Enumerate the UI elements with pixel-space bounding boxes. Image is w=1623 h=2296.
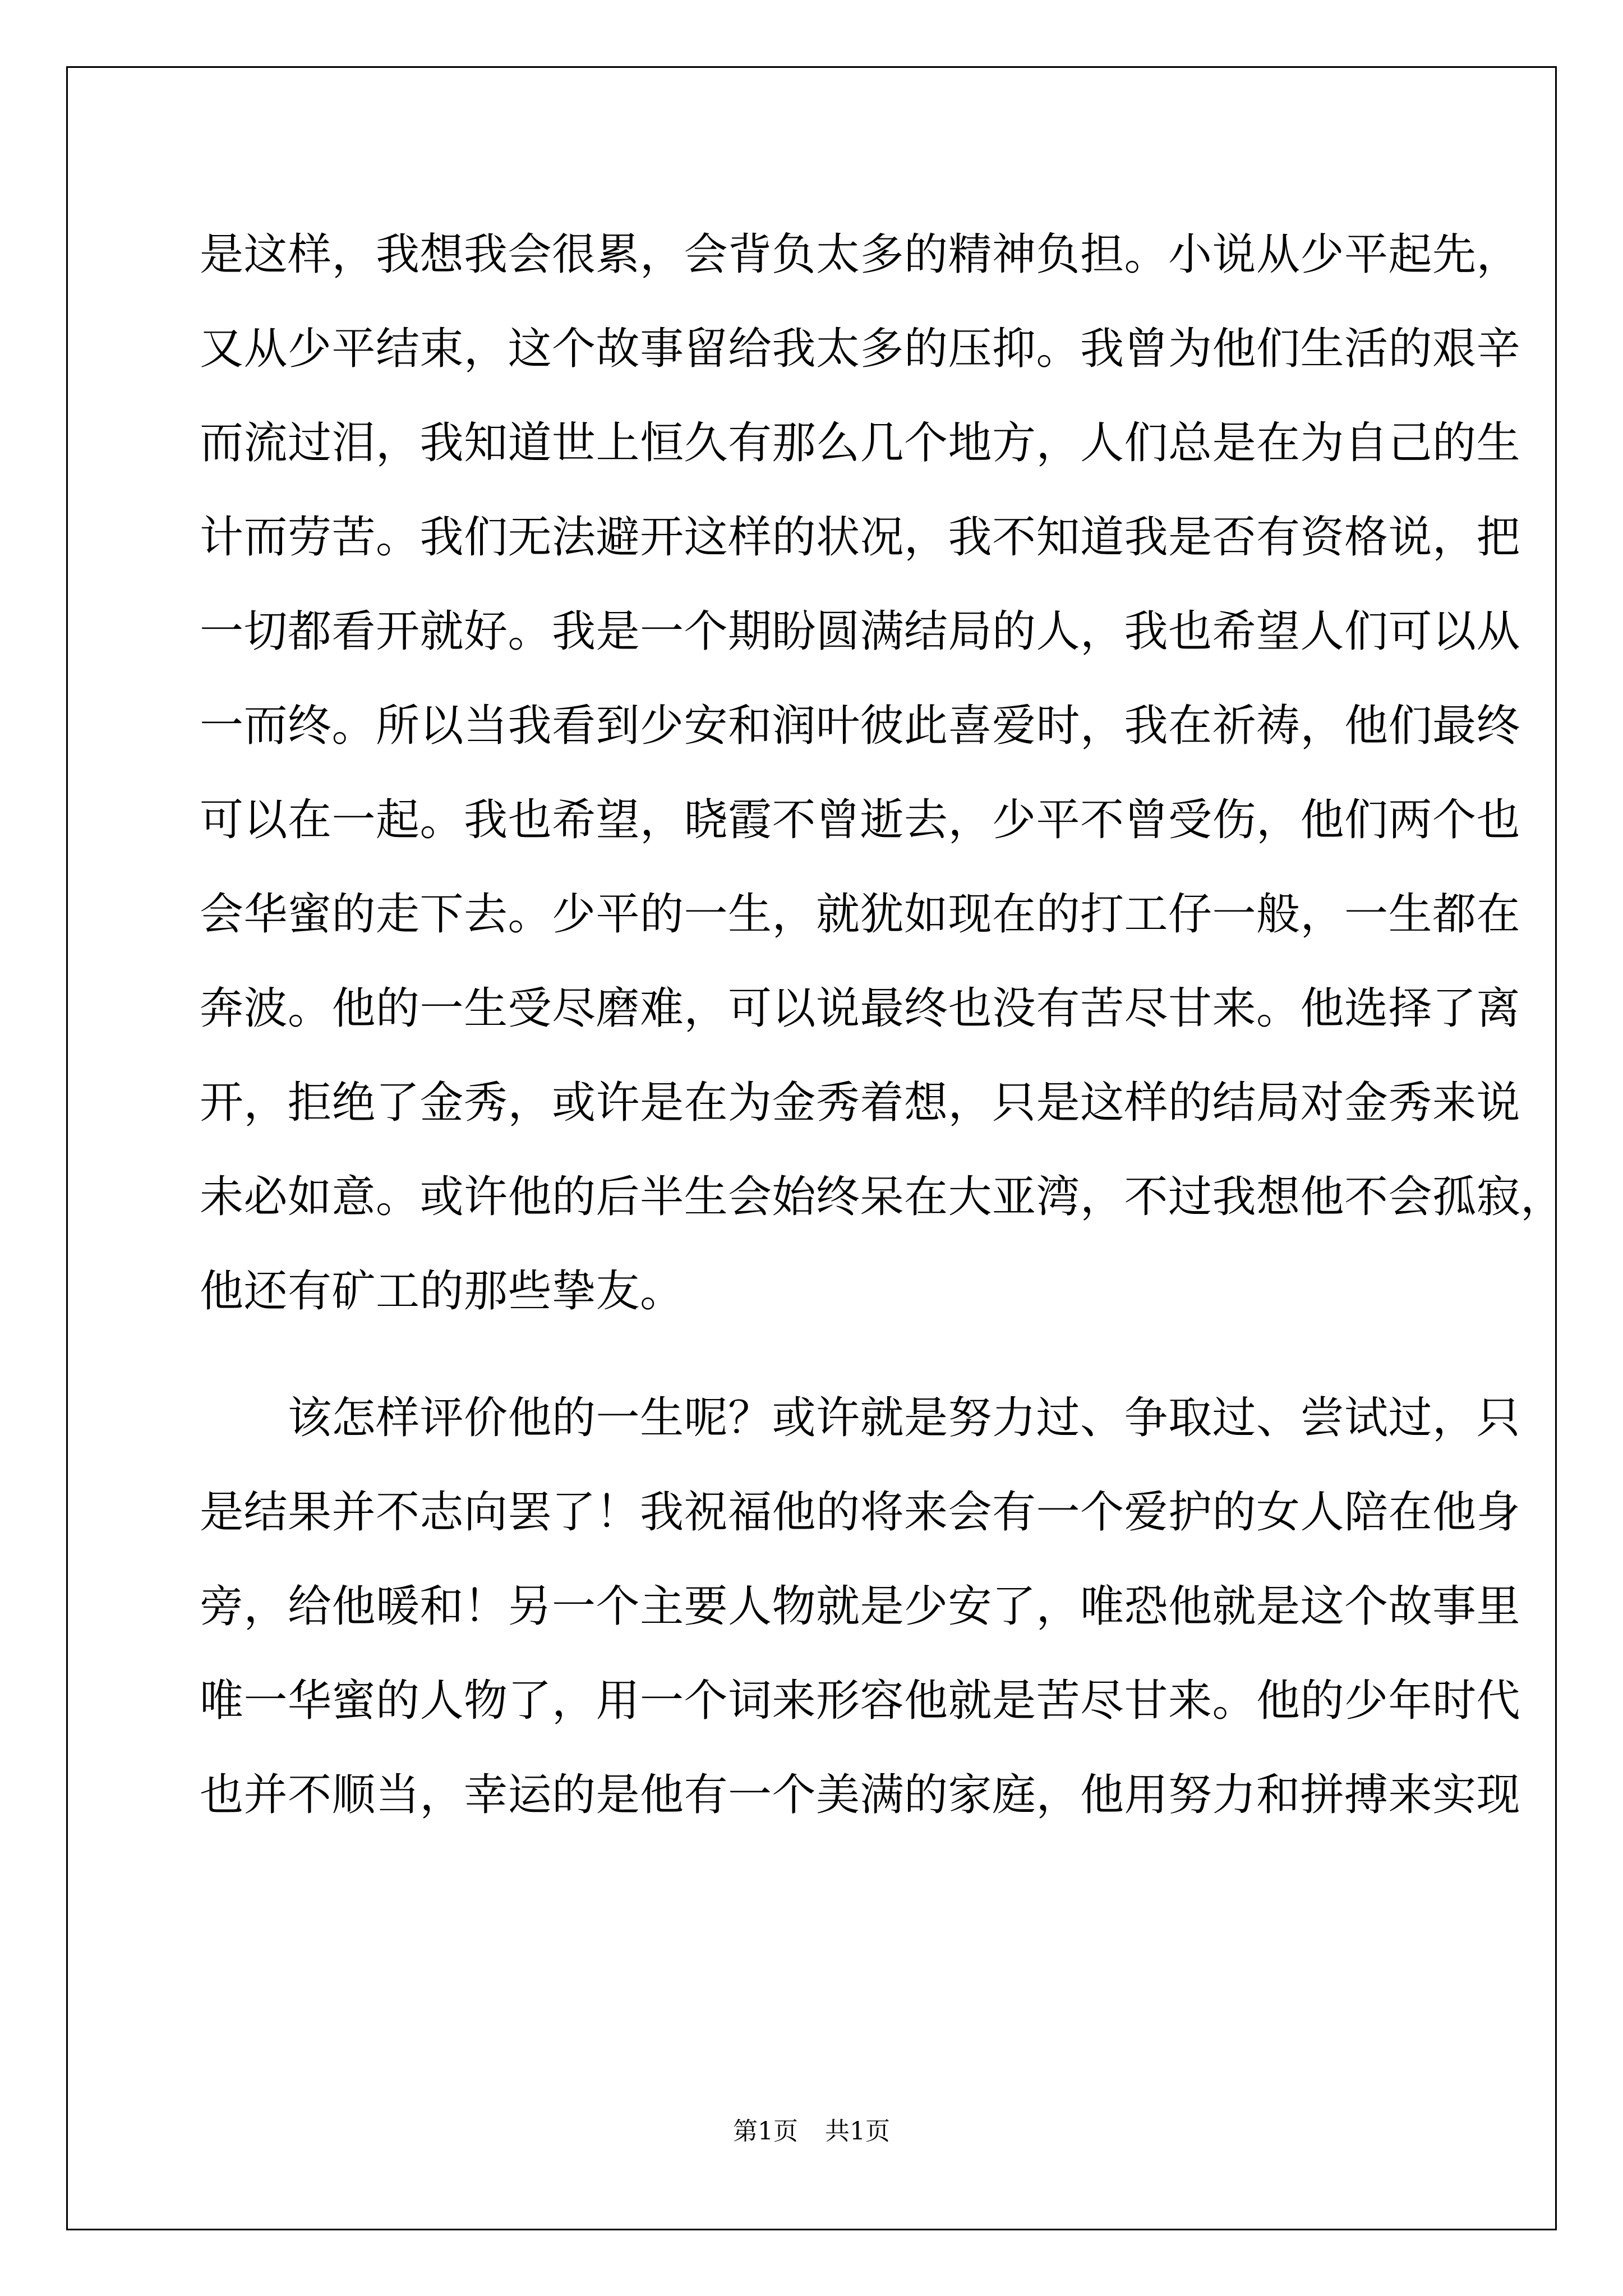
page-number-current: 第1页 xyxy=(733,2117,798,2146)
text-line: 他还有矿工的那些挚友。 xyxy=(200,1266,684,1317)
page-footer xyxy=(0,2115,1623,2148)
text-line: 而流过泪，我知道世上恒久有那么几个地方，人们总是在为自己的生 xyxy=(200,418,1521,468)
paragraph-gap xyxy=(200,1338,1433,1371)
text-line: 未必如意。或许他的后半生会始终呆在大亚湾，不过我想他不会孤寂， xyxy=(200,1172,1565,1222)
text-line: 是这样，我想我会很累，会背负太多的精神负担。小说从少平起先， xyxy=(200,229,1521,280)
text-line: 也并不顺当，幸运的是他有一个美满的家庭，他用努力和拼搏来实现 xyxy=(200,1770,1521,1820)
text-line: 旁，给他暖和！另一个主要人物就是少安了，唯恐他就是这个故事里 xyxy=(200,1581,1521,1632)
paragraph-1 xyxy=(200,208,1565,1338)
text-line: 唯一华蜜的人物了，用一个词来形容他就是苦尽甘来。他的少年时代 xyxy=(200,1676,1521,1726)
text-line: 计而劳苦。我们无法避开这样的状况，我不知道我是否有资格说，把 xyxy=(200,512,1521,563)
document-body xyxy=(200,208,1565,1842)
page-number-total: 共1页 xyxy=(825,2117,890,2146)
text-line: 奔波。他的一生受尽磨难，可以说最终也没有苦尽甘来。他选择了离 xyxy=(200,983,1521,1034)
paragraph-2 xyxy=(200,1371,1521,1842)
text-line: 又从少平结束，这个故事留给我太多的压抑。我曾为他们生活的艰辛 xyxy=(200,324,1521,374)
text-line: 开，拒绝了金秀，或许是在为金秀着想，只是这样的结局对金秀来说 xyxy=(200,1078,1521,1128)
text-line: 一切都看开就好。我是一个期盼圆满结局的人，我也希望人们可以从 xyxy=(200,606,1521,657)
text-line: 可以在一起。我也希望，晓霞不曾逝去，少平不曾受伤，他们两个也 xyxy=(200,795,1521,845)
text-line: 是结果并不志向罢了！我祝福他的将来会有一个爱护的女人陪在他身 xyxy=(200,1487,1521,1538)
text-line: 该怎样评价他的一生呢？或许就是努力过、争取过、尝试过，只 xyxy=(200,1393,1521,1443)
text-line: 会华蜜的走下去。少平的一生，就犹如现在的打工仔一般，一生都在 xyxy=(200,889,1521,940)
text-line: 一而终。所以当我看到少安和润叶彼此喜爱时，我在祈祷，他们最终 xyxy=(200,701,1521,751)
